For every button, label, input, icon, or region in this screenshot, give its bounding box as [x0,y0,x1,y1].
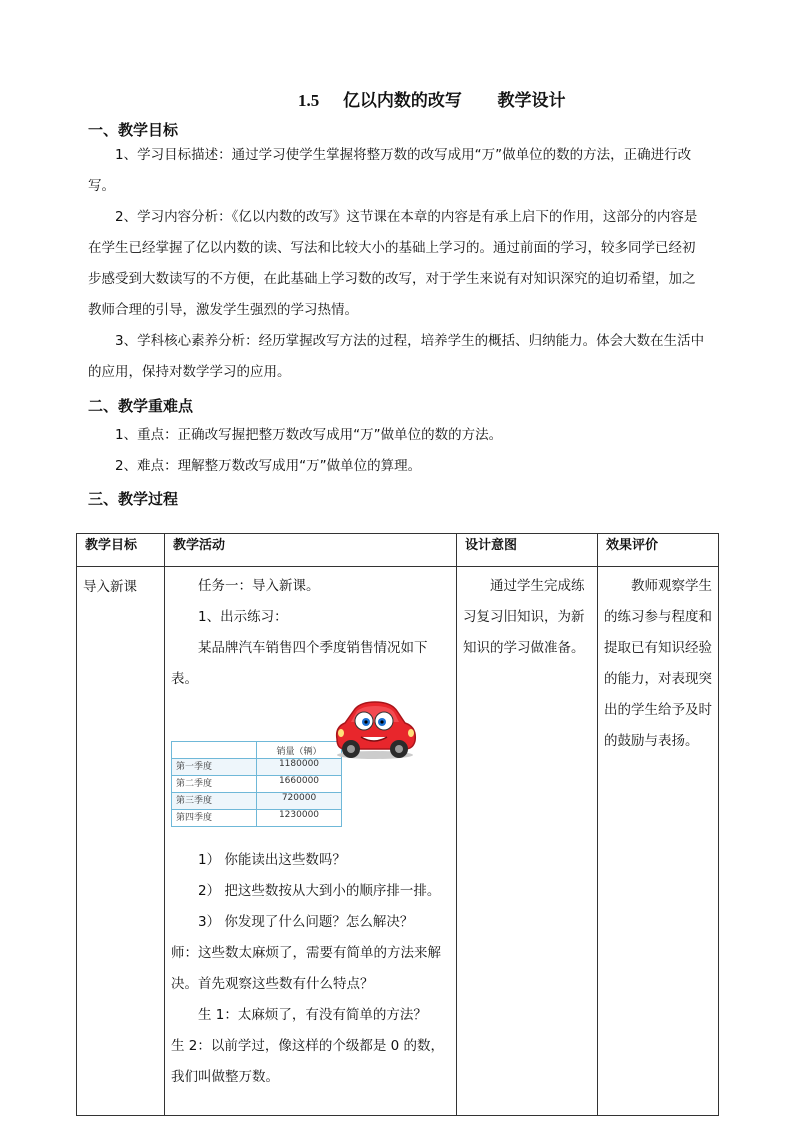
sales-header: 销量（辆） [257,742,342,759]
title-suffix: 教学设计 [497,91,566,111]
section-heading-keypoints: 二、教学重难点 [88,397,194,415]
activity-question-2: 2） 把这些数按从大到小的顺序排一排。 [198,883,441,899]
activity-student-1: 生 1：太麻烦了，有没有简单的方法？ [198,1007,427,1023]
sales-quarter: 第二季度 [172,776,257,793]
activity-teacher-line: 师：这些数太麻烦了，需要有简单的方法来解决。首先观察这些数有什么特点？ [171,945,441,992]
sales-quarter: 第四季度 [172,810,257,827]
header-evaluation: 效果评价 [598,534,719,567]
keypoint-paragraph-1: 1、重点：正确改写握把整万数改写成用“万”做单位的数的方法。 [115,427,503,443]
objective-paragraph-2: 2、学习内容分析：《亿以内数的改写》这节课在本章的内容是有承上启下的作用，这部分的内容是在学生已经掌握了亿以内数的读、写法和比较大小的基础上学习的。通过前面的学习，较多同学已经初步感受到大数读写的不方便，在此基础上学习数的改写，对于学生来说有对知识深究的迫切希望，加之教师合理的引导，激发学生强烈的学习热情。 [88,209,698,318]
sales-quarter: 第三季度 [172,793,257,810]
page-title [298,86,565,111]
header-goal: 教学目标 [77,534,165,567]
cell-intent: 通过学生完成练习复习旧知识，为新知识的学习做准备。 [457,567,598,1116]
sales-value: 1660000 [257,776,342,793]
sales-header-row [172,742,342,759]
title-topic: 亿以内数的改写 [342,91,462,111]
activity-intro: 某品牌汽车销售四个季度销售情况如下表。 [171,640,428,687]
teaching-process-table [76,533,719,1116]
sales-value: 1180000 [257,759,342,776]
cell-goal: 导入新课 [77,567,165,1116]
title-number: 1.5 [298,91,320,110]
sales-row [172,793,342,810]
section-heading-process: 三、教学过程 [88,490,179,508]
objective-paragraph-1: 1、学习目标描述：通过学习使学生掌握将整万数的改写成用“万”做单位的数的方法，正确进行改写。 [88,147,692,194]
table-header-row [77,534,719,567]
objective-paragraph-3: 3、学科核心素养分析：经历掌握改写方法的过程，培养学生的概括、归纳能力。体会大数在生活中的应用，保持对数学学习的应用。 [88,333,705,380]
sales-figure [171,699,450,845]
header-intent: 设计意图 [457,534,598,567]
sales-row [172,810,342,827]
activity-step: 1、出示练习： [198,609,288,625]
activity-student-2: 生 2：以前学过，像这样的个级都是 0 的数，我们叫做整万数。 [171,1038,445,1085]
sales-table [171,741,342,827]
sales-row [172,759,342,776]
activity-question-3: 3） 你发现了什么问题？怎么解决？ [198,914,414,930]
sales-quarter: 第一季度 [172,759,257,776]
sales-value: 720000 [257,793,342,810]
header-activity: 教学活动 [165,534,457,567]
sales-row [172,776,342,793]
cell-activity [165,567,457,1116]
table-row [77,567,719,1116]
cell-evaluation: 教师观察学生的练习参与程度和提取已有知识经验的能力，对表现突出的学生给予及时的鼓励与表扬。 [598,567,719,1116]
keypoint-paragraph-2: 2、难点：理解整万数改写成用“万”做单位的算理。 [115,458,422,474]
section-heading-objectives: 一、教学目标 [88,121,179,139]
activity-question-1: 1） 你能读出这些数吗？ [198,852,346,868]
activity-task: 任务一：导入新课。 [198,578,320,594]
cartoon-car-icon [331,699,419,761]
sales-value: 1230000 [257,810,342,827]
